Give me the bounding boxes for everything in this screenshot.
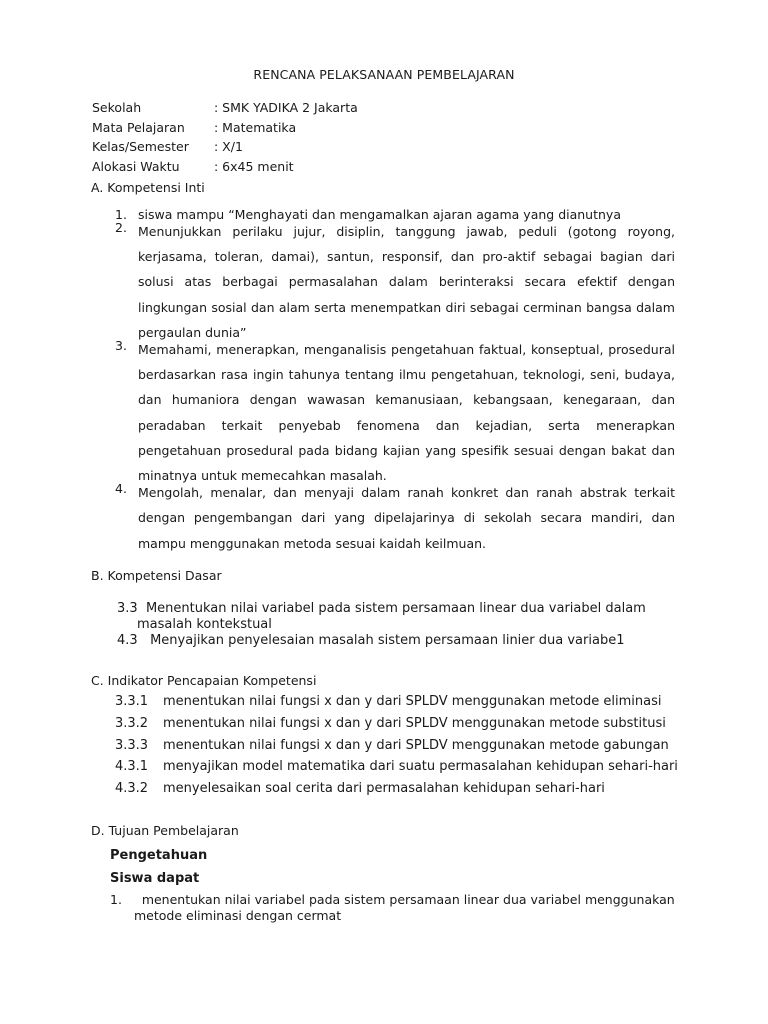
- list-number: 2.: [115, 220, 127, 235]
- objective-text-cont: metode eliminasi dengan cermat: [134, 908, 342, 923]
- indicator-code: 4.3.2: [115, 781, 149, 796]
- section-b-heading: B. Kompetensi Dasar: [91, 568, 222, 583]
- indicator-code: 3.3.2: [115, 716, 149, 731]
- competency-text: Menyajikan penyelesaian masalah sistem persamaan linier dua variabe1: [150, 633, 625, 648]
- basic-competency-3-3: [117, 601, 646, 616]
- section-a-heading: A. Kompetensi Inti: [91, 180, 205, 195]
- subheading-knowledge: Pengetahuan: [110, 848, 208, 863]
- list-text: Menunjukkan perilaku jujur, disiplin, tanggung jawab, peduli (gotong royong, kerjasama, toleran, damai), santun, responsif, dan pro-aktif sebagai bagian dari solusi atas berbagai permasalahan dalam berinteraksi secara efektif dengan lingkungan sosial dan alam serta menempatkan diri sebagai cerminan bangsa dalam pergaulan dunia”: [138, 224, 675, 340]
- identity-table: [92, 98, 358, 176]
- objective-item: [110, 892, 675, 907]
- list-item: [115, 480, 675, 556]
- competency-text-cont: masalah kontekstual: [137, 617, 272, 632]
- list-text: siswa mampu “Menghayati dan mengamalkan ajaran agama yang dianutnya: [138, 207, 621, 222]
- document-title: RENCANA PELAKSANAAN PEMBELAJARAN: [253, 67, 515, 82]
- list-item: [115, 337, 675, 488]
- indicator-text: menentukan nilai fungsi x dan y dari SPLDV menggunakan metode gabungan: [163, 738, 669, 753]
- list-text: Memahami, menerapkan, menganalisis pengetahuan faktual, konseptual, prosedural berdasarkan rasa ingin tahunya tentang ilmu pengetahuan, teknologi, seni, budaya, dan humaniora dengan wawasan kemanusiaan, kebangsaan, kenegaraan, dan peradaban terkait penyebab fenomena dan kejadian, serta menerapkan pengetahuan prosedural pada bidang kajian yang spesifik sesuai dengan bakat dan minatnya untuk memecahkan masalah.: [138, 342, 675, 484]
- info-label: Mata Pelajaran: [92, 119, 185, 135]
- indicator-text: menentukan nilai fungsi x dan y dari SPLDV menggunakan metode substitusi: [163, 716, 666, 731]
- info-row-subject: [92, 118, 358, 138]
- list-text: Mengolah, menalar, dan menyaji dalam ranah konkret dan ranah abstrak terkait dengan pengembangan dari yang dipelajarinya di sekolah secara mandiri, dan mampu menggunakan metoda sesuai kaidah keilmuan.: [138, 485, 675, 551]
- basic-competency-4-3: [117, 633, 624, 648]
- indicator-row: [115, 759, 678, 774]
- list-number: 4.: [115, 481, 127, 497]
- indicator-text: menyelesaikan soal cerita dari permasalahan kehidupan sehari-hari: [163, 781, 605, 796]
- indicator-code: 3.3.3: [115, 738, 149, 753]
- indicator-code: 4.3.1: [115, 759, 149, 774]
- indicator-code: 3.3.1: [115, 694, 149, 709]
- list-number: 1.: [115, 207, 127, 222]
- competency-code: 4.3: [117, 633, 138, 648]
- info-value: : Matematika: [214, 119, 297, 135]
- info-label: Sekolah: [92, 100, 142, 115]
- competency-code: 3.3: [117, 601, 138, 616]
- indicator-row: [115, 694, 661, 709]
- competency-list: [115, 206, 675, 556]
- list-item: [115, 219, 675, 345]
- subheading-students-can: Siswa dapat: [110, 871, 200, 886]
- indicator-row: [115, 738, 669, 753]
- info-row-class: [92, 137, 358, 157]
- competency-text: Menentukan nilai variabel pada sistem persamaan linear dua variabel dalam: [145, 601, 646, 616]
- section-c-heading: C. Indikator Pencapaian Kompetensi: [91, 673, 317, 688]
- indicator-text: menentukan nilai fungsi x dan y dari SPLDV menggunakan metode eliminasi: [163, 694, 662, 709]
- info-value: : SMK YADIKA 2 Jakarta: [214, 100, 358, 115]
- info-row-time: [92, 157, 358, 177]
- info-row-school: [92, 98, 358, 118]
- indicator-row: [115, 716, 666, 731]
- info-value: : 6x45 menit: [214, 158, 294, 174]
- indicator-text: menyajikan model matematika dari suatu permasalahan kehidupan sehari-hari: [163, 759, 678, 774]
- objective-text: menentukan nilai variabel pada sistem persamaan linear dua variabel menggunakan: [141, 892, 675, 907]
- list-number: 3.: [115, 338, 127, 354]
- list-number: 1.: [110, 892, 122, 907]
- info-label: Alokasi Waktu: [92, 158, 180, 174]
- indicator-row: [115, 781, 605, 796]
- section-d-heading: D. Tujuan Pembelajaran: [91, 823, 239, 838]
- info-label: Kelas/Semester: [92, 139, 189, 154]
- info-value: : X/1: [214, 139, 243, 154]
